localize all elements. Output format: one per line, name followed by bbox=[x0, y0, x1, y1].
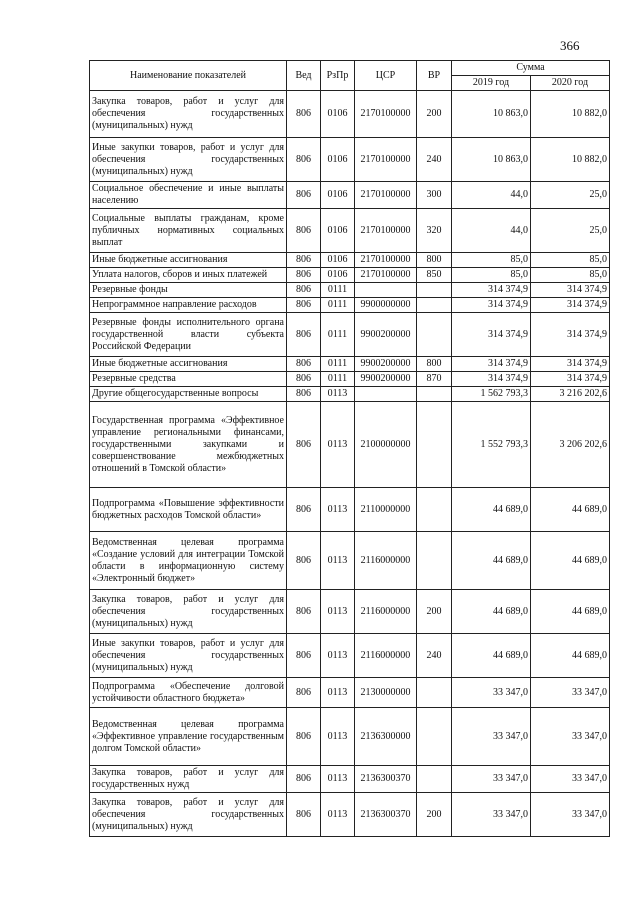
cell-sum-2019: 1 562 793,3 bbox=[452, 387, 531, 402]
table-row bbox=[90, 253, 610, 268]
cell-csr bbox=[355, 387, 417, 402]
cell-csr: 2130000000 bbox=[355, 678, 417, 708]
cell-sum-2020: 85,0 bbox=[531, 253, 610, 268]
cell-vr: 200 bbox=[417, 793, 452, 837]
cell-ved: 806 bbox=[287, 182, 321, 209]
cell-rzpr: 0106 bbox=[321, 182, 355, 209]
table-row bbox=[90, 488, 610, 532]
cell-rzpr: 0113 bbox=[321, 708, 355, 766]
cell-sum-2020: 10 882,0 bbox=[531, 91, 610, 138]
cell-sum-2019: 44 689,0 bbox=[452, 532, 531, 590]
table-row bbox=[90, 91, 610, 138]
cell-name: Уплата налогов, сборов и иных платежей bbox=[90, 268, 287, 283]
cell-sum-2019: 33 347,0 bbox=[452, 678, 531, 708]
cell-rzpr: 0113 bbox=[321, 793, 355, 837]
cell-sum-2019: 85,0 bbox=[452, 253, 531, 268]
cell-vr: 870 bbox=[417, 372, 452, 387]
cell-vr: 240 bbox=[417, 138, 452, 182]
table-row bbox=[90, 298, 610, 313]
cell-sum-2020: 3 206 202,6 bbox=[531, 402, 610, 488]
cell-csr: 9900200000 bbox=[355, 372, 417, 387]
cell-rzpr: 0111 bbox=[321, 313, 355, 357]
cell-ved: 806 bbox=[287, 793, 321, 837]
cell-ved: 806 bbox=[287, 91, 321, 138]
cell-rzpr: 0111 bbox=[321, 298, 355, 313]
cell-name: Ведомственная целевая программа «Создание условий для интеграции Томской области в информационную систему «Электронный бюджет» bbox=[90, 532, 287, 590]
cell-sum-2020: 33 347,0 bbox=[531, 766, 610, 793]
table-row bbox=[90, 532, 610, 590]
cell-name: Социальное обеспечение и иные выплаты населению bbox=[90, 182, 287, 209]
table-row bbox=[90, 372, 610, 387]
cell-name: Закупка товаров, работ и услуг для обеспечения государственных (муниципальных) нужд bbox=[90, 793, 287, 837]
cell-ved: 806 bbox=[287, 532, 321, 590]
page-number: 366 bbox=[560, 38, 580, 53]
cell-vr: 800 bbox=[417, 357, 452, 372]
table-row bbox=[90, 283, 610, 298]
cell-name: Иные бюджетные ассигнования bbox=[90, 357, 287, 372]
table-row bbox=[90, 793, 610, 837]
cell-csr: 2100000000 bbox=[355, 402, 417, 488]
cell-name: Другие общегосударственные вопросы bbox=[90, 387, 287, 402]
table-row bbox=[90, 402, 610, 488]
cell-rzpr: 0113 bbox=[321, 402, 355, 488]
cell-vr bbox=[417, 678, 452, 708]
cell-ved: 806 bbox=[287, 634, 321, 678]
cell-sum-2020: 44 689,0 bbox=[531, 532, 610, 590]
cell-csr: 2136300370 bbox=[355, 766, 417, 793]
cell-name: Ведомственная целевая программа «Эффективное управление государственным долгом Томской области» bbox=[90, 708, 287, 766]
cell-vr bbox=[417, 283, 452, 298]
cell-sum-2019: 33 347,0 bbox=[452, 793, 531, 837]
cell-vr: 200 bbox=[417, 91, 452, 138]
cell-csr: 2170100000 bbox=[355, 91, 417, 138]
cell-sum-2019: 33 347,0 bbox=[452, 766, 531, 793]
cell-ved: 806 bbox=[287, 678, 321, 708]
header-name: Наименование показателей bbox=[90, 61, 287, 91]
cell-ved: 806 bbox=[287, 590, 321, 634]
cell-sum-2019: 10 863,0 bbox=[452, 138, 531, 182]
cell-sum-2019: 314 374,9 bbox=[452, 357, 531, 372]
cell-ved: 806 bbox=[287, 313, 321, 357]
cell-vr bbox=[417, 766, 452, 793]
table-row bbox=[90, 313, 610, 357]
cell-csr: 2116000000 bbox=[355, 590, 417, 634]
cell-sum-2020: 33 347,0 bbox=[531, 793, 610, 837]
cell-name: Подпрограмма «Обеспечение долговой устойчивости областного бюджета» bbox=[90, 678, 287, 708]
cell-ved: 806 bbox=[287, 372, 321, 387]
cell-sum-2020: 10 882,0 bbox=[531, 138, 610, 182]
cell-csr: 2110000000 bbox=[355, 488, 417, 532]
table-row bbox=[90, 708, 610, 766]
cell-name: Закупка товаров, работ и услуг для государственных нужд bbox=[90, 766, 287, 793]
cell-ved: 806 bbox=[287, 766, 321, 793]
cell-rzpr: 0113 bbox=[321, 590, 355, 634]
header-vr: ВР bbox=[417, 61, 452, 91]
cell-name: Подпрограмма «Повышение эффективности бюджетных расходов Томской области» bbox=[90, 488, 287, 532]
cell-rzpr: 0111 bbox=[321, 357, 355, 372]
cell-sum-2020: 314 374,9 bbox=[531, 372, 610, 387]
table-row bbox=[90, 209, 610, 253]
cell-ved: 806 bbox=[287, 357, 321, 372]
cell-ved: 806 bbox=[287, 298, 321, 313]
header-ved: Вед bbox=[287, 61, 321, 91]
cell-ved: 806 bbox=[287, 708, 321, 766]
cell-rzpr: 0113 bbox=[321, 678, 355, 708]
cell-name: Иные бюджетные ассигнования bbox=[90, 253, 287, 268]
cell-csr: 9900200000 bbox=[355, 313, 417, 357]
cell-sum-2019: 44 689,0 bbox=[452, 634, 531, 678]
cell-vr bbox=[417, 532, 452, 590]
table-row bbox=[90, 634, 610, 678]
cell-csr: 2136300370 bbox=[355, 793, 417, 837]
cell-rzpr: 0113 bbox=[321, 634, 355, 678]
cell-sum-2020: 44 689,0 bbox=[531, 634, 610, 678]
cell-sum-2019: 1 552 793,3 bbox=[452, 402, 531, 488]
cell-ved: 806 bbox=[287, 283, 321, 298]
cell-vr bbox=[417, 488, 452, 532]
cell-rzpr: 0113 bbox=[321, 766, 355, 793]
cell-csr bbox=[355, 283, 417, 298]
cell-csr: 9900200000 bbox=[355, 357, 417, 372]
cell-sum-2020: 3 216 202,6 bbox=[531, 387, 610, 402]
cell-sum-2019: 44 689,0 bbox=[452, 590, 531, 634]
table-row bbox=[90, 357, 610, 372]
cell-name: Государственная программа «Эффективное управление региональными финансами, государственными закупками и совершенствование межбюджетных отношений в Томской области» bbox=[90, 402, 287, 488]
cell-vr: 240 bbox=[417, 634, 452, 678]
cell-vr: 800 bbox=[417, 253, 452, 268]
table-body bbox=[90, 91, 610, 837]
cell-sum-2020: 85,0 bbox=[531, 268, 610, 283]
cell-rzpr: 0113 bbox=[321, 488, 355, 532]
cell-csr: 2136300000 bbox=[355, 708, 417, 766]
cell-ved: 806 bbox=[287, 138, 321, 182]
cell-name: Иные закупки товаров, работ и услуг для обеспечения государственных (муниципальных) нужд bbox=[90, 634, 287, 678]
cell-sum-2020: 314 374,9 bbox=[531, 357, 610, 372]
cell-sum-2020: 33 347,0 bbox=[531, 678, 610, 708]
cell-sum-2019: 314 374,9 bbox=[452, 313, 531, 357]
cell-sum-2019: 44,0 bbox=[452, 182, 531, 209]
table-row bbox=[90, 182, 610, 209]
cell-sum-2020: 33 347,0 bbox=[531, 708, 610, 766]
cell-name: Закупка товаров, работ и услуг для обеспечения государственных (муниципальных) нужд bbox=[90, 91, 287, 138]
cell-csr: 2170100000 bbox=[355, 268, 417, 283]
cell-ved: 806 bbox=[287, 253, 321, 268]
cell-sum-2020: 44 689,0 bbox=[531, 590, 610, 634]
header-rzpr: РзПр bbox=[321, 61, 355, 91]
cell-rzpr: 0113 bbox=[321, 387, 355, 402]
cell-vr bbox=[417, 387, 452, 402]
cell-csr: 9900000000 bbox=[355, 298, 417, 313]
cell-name: Резервные средства bbox=[90, 372, 287, 387]
cell-ved: 806 bbox=[287, 268, 321, 283]
cell-rzpr: 0113 bbox=[321, 532, 355, 590]
cell-csr: 2170100000 bbox=[355, 138, 417, 182]
cell-sum-2019: 33 347,0 bbox=[452, 708, 531, 766]
header-2020: 2020 год bbox=[531, 76, 610, 91]
cell-sum-2019: 44 689,0 bbox=[452, 488, 531, 532]
table-row bbox=[90, 590, 610, 634]
header-2019: 2019 год bbox=[452, 76, 531, 91]
cell-sum-2019: 85,0 bbox=[452, 268, 531, 283]
table-row bbox=[90, 268, 610, 283]
cell-rzpr: 0106 bbox=[321, 268, 355, 283]
cell-csr: 2170100000 bbox=[355, 253, 417, 268]
table-row bbox=[90, 138, 610, 182]
cell-vr bbox=[417, 298, 452, 313]
cell-vr: 200 bbox=[417, 590, 452, 634]
cell-sum-2019: 314 374,9 bbox=[452, 298, 531, 313]
cell-rzpr: 0111 bbox=[321, 372, 355, 387]
cell-rzpr: 0106 bbox=[321, 209, 355, 253]
cell-sum-2020: 44 689,0 bbox=[531, 488, 610, 532]
table-row bbox=[90, 678, 610, 708]
cell-vr: 300 bbox=[417, 182, 452, 209]
cell-ved: 806 bbox=[287, 387, 321, 402]
cell-csr: 2170100000 bbox=[355, 182, 417, 209]
cell-csr: 2170100000 bbox=[355, 209, 417, 253]
cell-name: Непрограммное направление расходов bbox=[90, 298, 287, 313]
cell-sum-2019: 314 374,9 bbox=[452, 283, 531, 298]
cell-csr: 2116000000 bbox=[355, 532, 417, 590]
table-header bbox=[90, 61, 610, 91]
cell-sum-2019: 10 863,0 bbox=[452, 91, 531, 138]
cell-rzpr: 0106 bbox=[321, 138, 355, 182]
cell-name: Резервные фонды исполнительного органа государственной власти субъекта Российской Федерации bbox=[90, 313, 287, 357]
cell-ved: 806 bbox=[287, 488, 321, 532]
budget-table bbox=[89, 60, 610, 837]
cell-sum-2020: 314 374,9 bbox=[531, 298, 610, 313]
cell-name: Закупка товаров, работ и услуг для обеспечения государственных (муниципальных) нужд bbox=[90, 590, 287, 634]
table-row bbox=[90, 387, 610, 402]
table-row bbox=[90, 766, 610, 793]
cell-name: Иные закупки товаров, работ и услуг для обеспечения государственных (муниципальных) нужд bbox=[90, 138, 287, 182]
cell-name: Резервные фонды bbox=[90, 283, 287, 298]
cell-csr: 2116000000 bbox=[355, 634, 417, 678]
cell-sum-2020: 25,0 bbox=[531, 209, 610, 253]
cell-ved: 806 bbox=[287, 402, 321, 488]
cell-sum-2019: 44,0 bbox=[452, 209, 531, 253]
cell-vr bbox=[417, 402, 452, 488]
cell-rzpr: 0106 bbox=[321, 253, 355, 268]
cell-sum-2020: 25,0 bbox=[531, 182, 610, 209]
cell-name: Социальные выплаты гражданам, кроме публичных нормативных социальных выплат bbox=[90, 209, 287, 253]
cell-sum-2020: 314 374,9 bbox=[531, 283, 610, 298]
cell-vr: 320 bbox=[417, 209, 452, 253]
cell-vr: 850 bbox=[417, 268, 452, 283]
cell-ved: 806 bbox=[287, 209, 321, 253]
cell-sum-2019: 314 374,9 bbox=[452, 372, 531, 387]
cell-rzpr: 0111 bbox=[321, 283, 355, 298]
cell-vr bbox=[417, 708, 452, 766]
cell-vr bbox=[417, 313, 452, 357]
header-sum: Сумма bbox=[452, 61, 610, 76]
cell-rzpr: 0106 bbox=[321, 91, 355, 138]
header-csr: ЦСР bbox=[355, 61, 417, 91]
cell-sum-2020: 314 374,9 bbox=[531, 313, 610, 357]
